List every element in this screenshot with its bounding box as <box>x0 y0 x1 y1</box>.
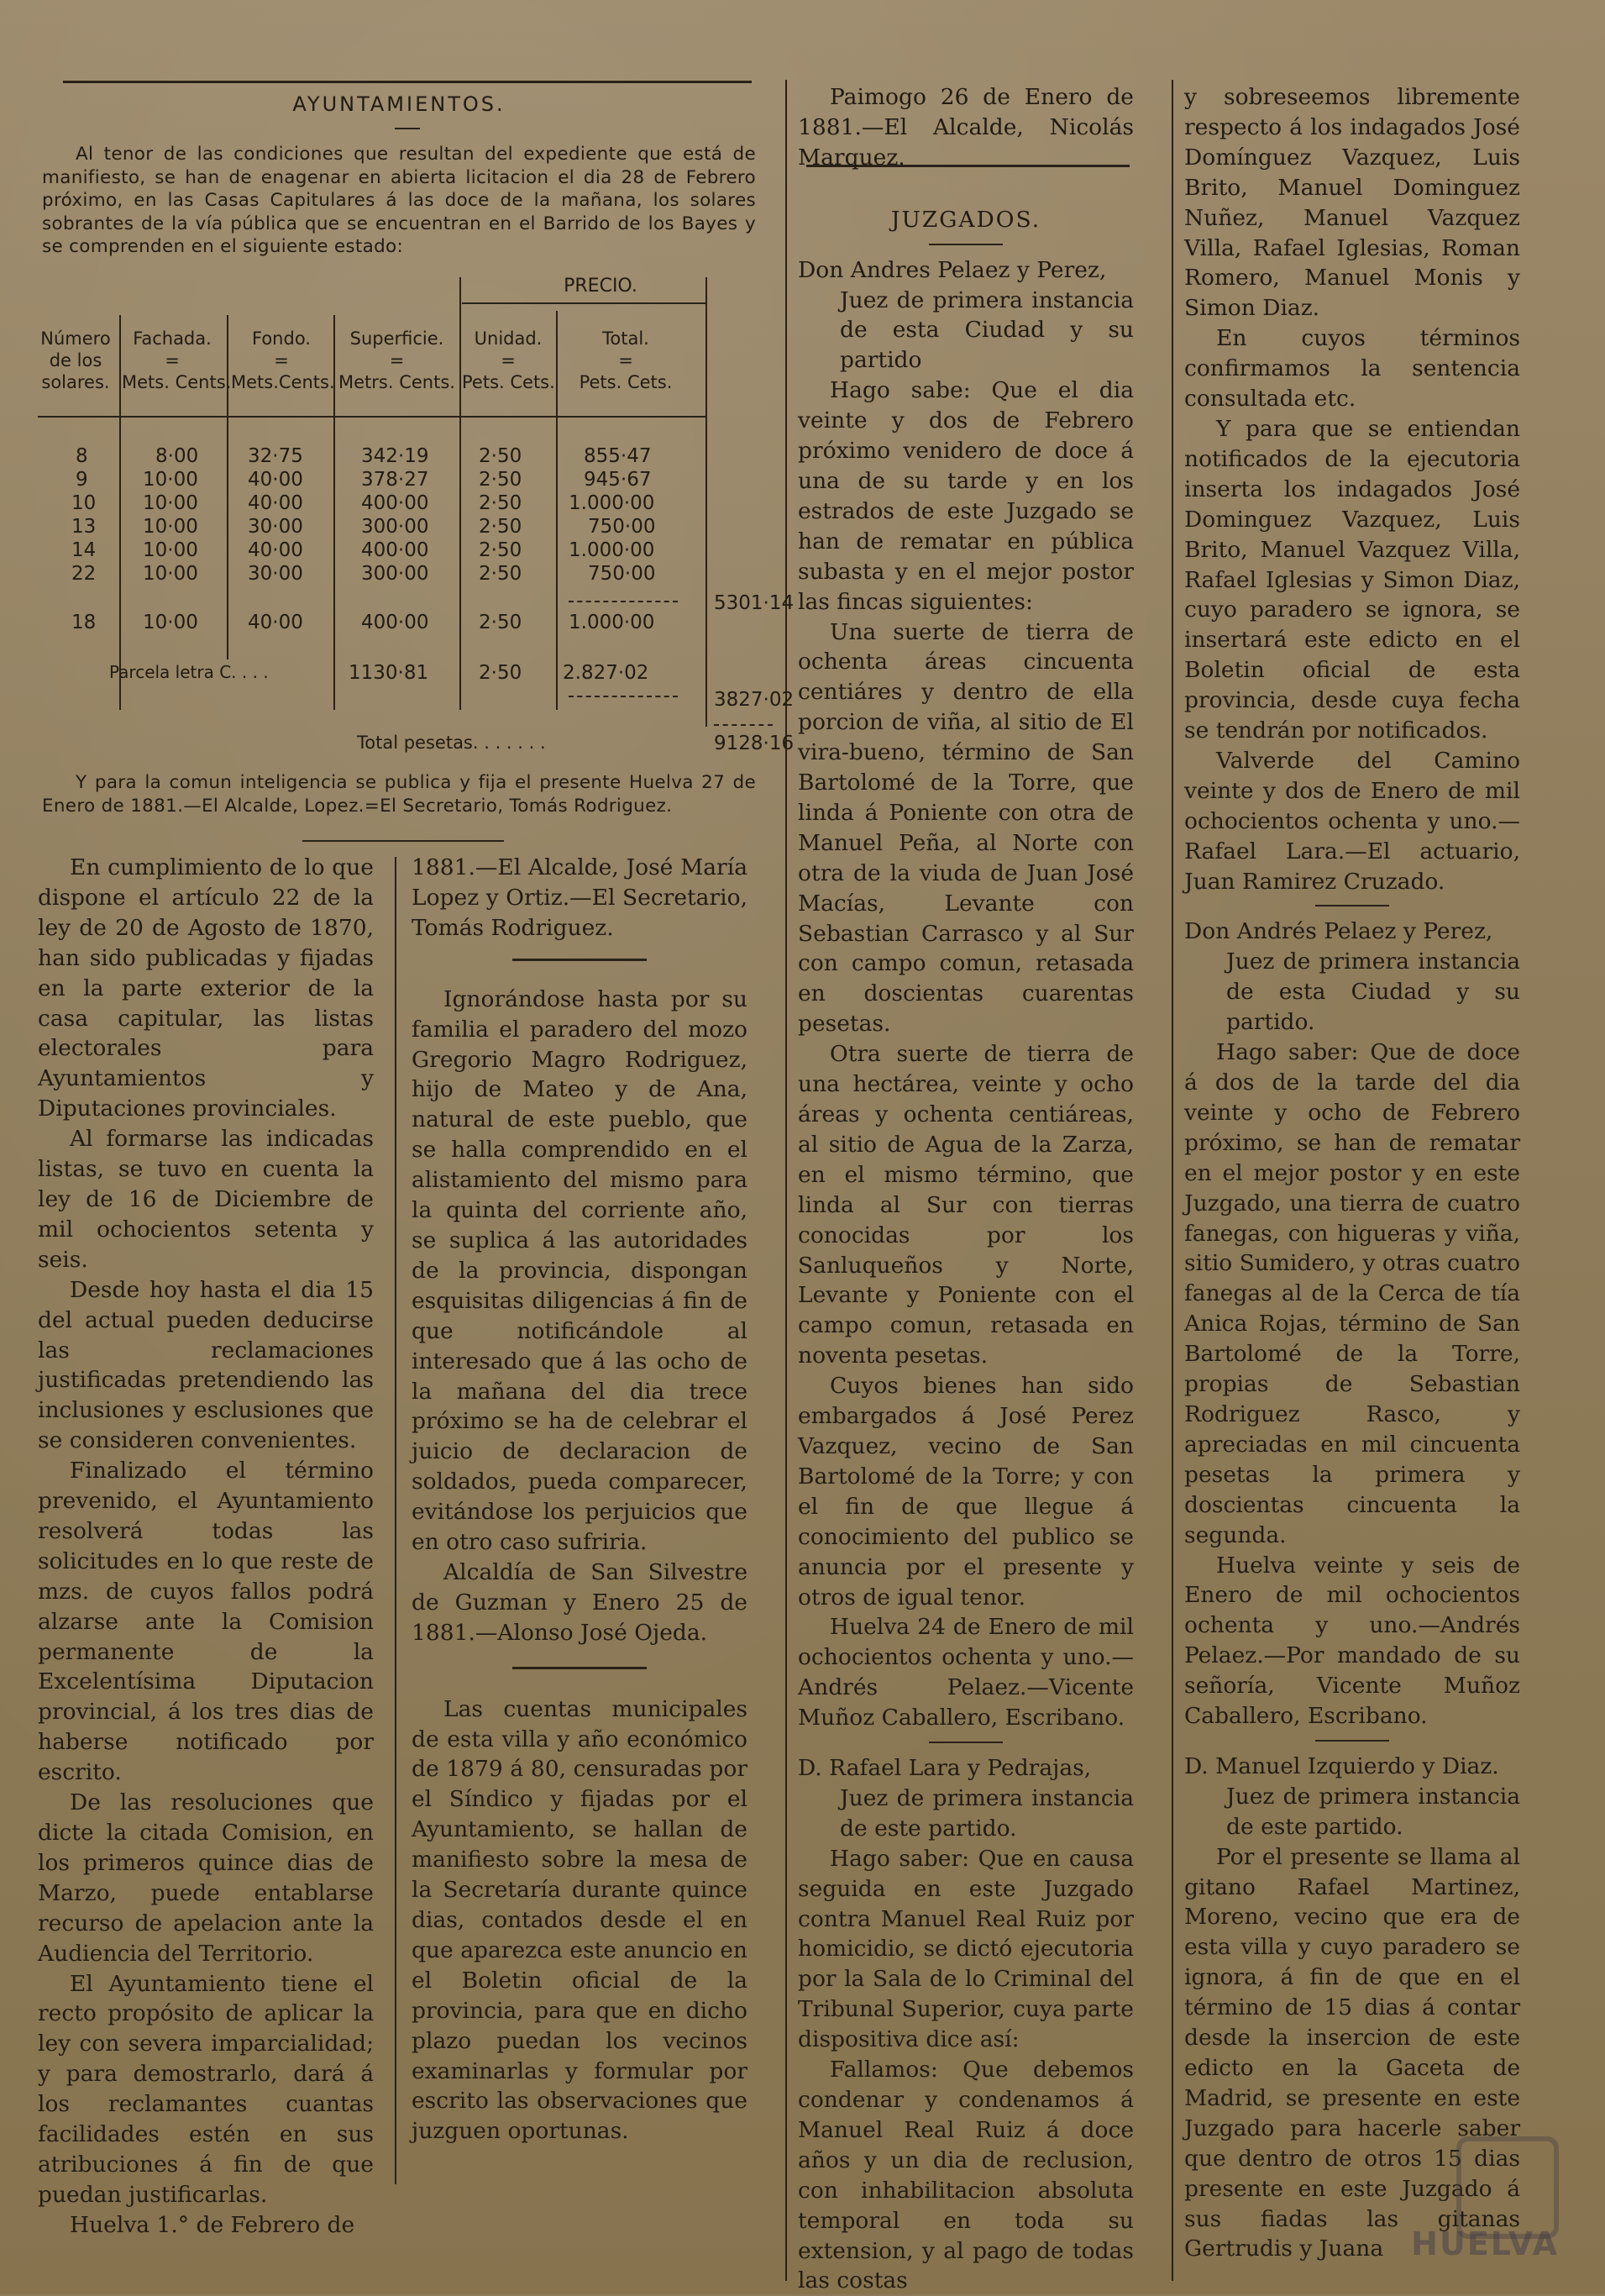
col-header-fondo: Fondo. = Mets.Cents. <box>231 328 335 392</box>
col3-judge1-title: Juez de primera instancia de esta Ciudad y su partido <box>840 286 1134 374</box>
table-vline-2 <box>227 315 228 659</box>
col2-alcaldia: Alcaldía de San Silvestre de Guzman y Enero 25 de 1881.—Alonso José Ojeda. <box>412 1558 747 1646</box>
col4-judge1-name: Don Andrés Pelaez y Perez, <box>1184 918 1493 945</box>
col1-paragraph: Al formarse las indicadas listas, se tuvo en cuenta la ley de 16 de Diciembre de mil ochocientos setenta y seis. <box>38 1126 374 1273</box>
col3-judge2-title: Juez de primera instancia de este partido. <box>840 1784 1134 1842</box>
col3-paragraph: Huelva 24 de Enero de mil ochocientos ochenta y uno.—Andrés Pelaez.—Vicente Muñoz Caballero, Escribano. <box>798 1614 1134 1731</box>
stamp-seal-icon <box>1456 2136 1559 2239</box>
col3-continuation: Paimogo 26 de Enero de 1881.—El Alcalde, Nicolás Marquez. <box>798 84 1134 171</box>
divider <box>929 244 1003 245</box>
subtotal-rule-1 <box>569 601 678 602</box>
col3-paragraph: Fallamos: Que debemos condenar y condenamos á Manuel Real Ruiz á doce años y un dia de reclusion, con inhabilitacion absoluta temporal en toda su extension, y al pago de todas las costas <box>798 2057 1134 2294</box>
column-divider-a <box>785 80 787 2281</box>
closing-text: Y para la comun inteligencia se publica y fija el presente Huelva 27 de Enero de 1881.—El Alcalde, Lopez.=El Secretario, Tomás Rodriguez. <box>42 772 756 817</box>
col4-judge1-title: Juez de primera instancia de esta Ciudad y su partido. <box>1226 948 1520 1036</box>
col4-paragraph: y sobreseemos libremente respecto á los indagados José Domínguez Vazquez, Luis Brito, Manuel Dominguez Nuñez, Manuel Vazquez Villa, Rafael Iglesias, Roman Romero, Manuel Monis y Simon Diaz. <box>1184 84 1520 322</box>
top-rule-left <box>63 81 752 83</box>
closing-rule <box>302 840 504 842</box>
divider <box>1315 905 1389 906</box>
table-vline-6 <box>705 277 707 727</box>
divider <box>1315 1740 1389 1742</box>
col2-cuentas: Las cuentas municipales de esta villa y año económico de 1879 á 80, censuradas por el Síndico y fijadas por el Ayuntamiento, se hallan de manifiesto sobre la mesa de la Secretaría durante quince dias, contados desde el en que aparezca este anuncio en el Boletin oficial de la provincia, para que en dicho plazo puedan los vecinos examinarlas y formular por escrito las observaciones que juzguen oportunas. <box>412 1695 747 2145</box>
col-header-total: Total. = Pets. Cets. <box>579 328 673 392</box>
divider <box>929 1742 1003 1743</box>
table-vline-4 <box>459 277 461 710</box>
precio-header: PRECIO. <box>564 276 637 297</box>
header-rule <box>38 416 705 418</box>
col3-judge1-name: Don Andres Pelaez y Perez, <box>798 256 1107 283</box>
col4-paragraph: Y para que se entiendan notificados de la ejecutoria inserta los indagados José Dominguez Vazquez, Luis Brito, Manuel Vazquez Villa, Rafael Iglesias y Simon Diaz, cuyo paradero se ignora, se insertará este edicto en el Boletin oficial de esta provincia, desde cuya fecha se tendrán por notificados. <box>1184 415 1520 744</box>
divider <box>512 959 647 961</box>
col4-paragraph: Huelva veinte y seis de Enero de mil ochocientos ochenta y uno.—Andrés Pelaez.—Por mandado de su señoría, Vicente Muñoz Caballero, Escribano. <box>1184 1552 1520 1730</box>
col1-paragraph: Desde hoy hasta el dia 15 del actual pueden deducirse las reclamaciones justificadas pretendiendo las inclusiones y esclusiones que se consideren convenientes. <box>38 1276 374 1454</box>
col3-paragraph: Hago saber: Que en causa seguida en este Juzgado contra Manuel Real Ruiz por homicidio, se dictó ejecutoria por la Sala de lo Criminal del Tribunal Superior, cuya parte dispositiva dice así: <box>798 1845 1134 2053</box>
table-vline-1 <box>119 315 121 710</box>
col1-paragraph: En cumplimiento de lo que dispone el artículo 22 de la ley de 20 de Agosto de 1870, han sido publicadas y fijadas en la parte exterior de la casa capitular, las listas electorales para Ayuntamientos y Diputaciones provinciales. <box>38 854 374 1122</box>
col-header-numero: Número de los solares. <box>40 328 111 392</box>
col2-continuation: 1881.—El Alcalde, José María Lopez y Ortiz.—El Secretario, Tomás Rodriguez. <box>412 854 747 941</box>
col4-paragraph: Hago saber: Que de doce á dos de la tarde del dia veinte y ocho de Febrero próximo, se han de rematar en el mejor postor y en este Juzgado, una tierra de cuatro fanegas, con higueras y viña, sitio Sumidero, y otras cuatro fanegas al de la Cerca de tía Anica Rojas, término de San Bartolomé de la Torre, propias de Sebastian Rodriguez Rasco, y apreciadas en mil cincuenta pesetas la primera y doscientas cincuenta la segunda. <box>1184 1039 1520 1548</box>
ayuntamientos-closing <box>42 771 756 817</box>
column-divider-c <box>395 857 396 2184</box>
col1-paragraph: Finalizado el término prevenido, el Ayuntamiento resolverá todas las solicitudes en lo que reste de mzs. de cuyos fallos podrá alzarse ante la Comision permanente de la Excelentísima Diputacion provincial, á los tres dias de haberse notificado por escrito. <box>38 1458 374 1786</box>
total-value: 9128·16 <box>714 733 795 754</box>
col4-paragraph: En cuyos términos confirmamos la sentencia consultada etc. <box>1184 325 1520 412</box>
col1-paragraph: El Ayuntamiento tiene el recto propósito de aplicar la ley con severa imparcialidad; y para demostrarlo, dará á los reclamantes cuantas facilidades estén en sus atribuciones á fin de que puedan justificarlas. <box>38 1970 374 2208</box>
column-3 <box>798 82 1134 2294</box>
col2-magro: Ignorándose hasta por su familia el paradero del mozo Gregorio Magro Rodriguez, hijo de Mateo y de Ana, natural de este pueblo, que se halla comprendido en el alistamiento del mismo para la quinta del corriente año, se suplica á las autoridades de la provincia, dispongan esquisitas diligencias á fin de que notificándole al interesado que á las ocho de la mañana del dia trece próximo se ha de celebrar el juicio de declaracion de soldados, pueda comparecer, evitándose los perjuicios que en otro caso sufriria. <box>412 985 747 1556</box>
col-header-fachada: Fachada. = Mets. Cents. <box>122 328 232 392</box>
col4-judge2-name: D. Manuel Izquierdo y Diaz. <box>1184 1752 1499 1779</box>
col-header-superficie: Superficie. = Metrs. Cents. <box>338 328 455 392</box>
col3-judge2-name: D. Rafael Lara y Pedrajas, <box>798 1755 1092 1782</box>
subtotal-2: 3827·02 <box>714 689 795 711</box>
precio-rule <box>462 302 705 304</box>
divider <box>512 1667 647 1669</box>
column-1 <box>38 853 374 2238</box>
juzgados-heading: JUZGADOS. <box>890 206 1041 233</box>
section-title: AYUNTAMIENTOS. <box>292 92 506 116</box>
col4-paragraph: Valverde del Camino veinte y dos de Enero de mil ochocientos ochenta y uno.—Rafael Lara.—El actuario, Juan Ramirez Cruzado. <box>1184 747 1520 895</box>
library-stamp <box>1391 2136 1559 2262</box>
col-header-unidad: Unidad. = Pets. Cets. <box>462 328 555 392</box>
column-4 <box>1184 82 1520 2262</box>
column-2 <box>412 853 747 2230</box>
col4-judge2-title: Juez de primera instancia de este partido. <box>1226 1783 1520 1840</box>
stamp-word: HUELVA <box>1411 2225 1559 2262</box>
total-label: Total pesetas. . . . . . . <box>357 733 546 753</box>
ayuntamientos-intro <box>42 143 756 259</box>
col3-paragraph: Hago sabe: Que el dia veinte y dos de Febrero próximo venidero de doce á una de su tarde y en los estrados de este Juzgado se han de rematar en pública subasta y en el mejor postor las fincas siguientes: <box>798 377 1134 615</box>
table-vline-5 <box>556 311 558 710</box>
col3-paragraph: Cuyos bienes han sido embargados á José Perez Vazquez, vecino de San Bartolomé de la Torre; y con el fin de que llegue á conocimiento del publico se anuncia por el presente y otros de igual tenor. <box>798 1373 1134 1610</box>
col1-paragraph: Huelva 1.° de Febrero de <box>70 2211 355 2238</box>
column-divider-b <box>1172 80 1173 2281</box>
subtotal-1: 5301·14 <box>714 592 795 614</box>
col1-paragraph: De las resoluciones que dicte la citada Comision, en los primeros quince dias de Marzo, puede entablarse recurso de apelacion ante la Audiencia del Territorio. <box>38 1789 374 1967</box>
title-underline <box>395 128 420 129</box>
intro-text: Al tenor de las condiciones que resultan del expediente que está de manifiesto, se han de enagenar en abierta licitacion el dia 28 de Febrero próximo, en las Casas Capitulares á las doce de la mañana, los solares sobrantes de la vía pública que se encuentran en el Barrido de los Bayes y se comprenden en el siguiente estado: <box>42 144 756 257</box>
table-vline-3 <box>333 315 335 710</box>
solares-table: PRECIO. Número de los solares. Fachada. = Mets. Cents. Fondo. = Mets.Cents. Superficie. = Metrs. Cents. Unidad. = Pets. Cets. Total. = Pets. Cets. 8 8·00 32·75 342·19 2·50 855·47 9 10·00 40·00 378·27 2·50 945·67 10 10·00 40·00 400·00 2·50 1.000·00 13 10·00 30·00 300·00 2·50 750·00 14 10·00 40·00 400·00 2·50 1.000·00 22 10·00 30·00 300·00 2·50 750·00 5301·14 18 10·00 40·00 400·00 2·50 1.000·00 Parcela letra C. . . . 1130·81 2·50 2.827·02 3827·02 Total pesetas. . . . . . . 9128·16 <box>38 260 768 764</box>
subtotal-rule-2 <box>569 696 678 697</box>
col4-paragraph: Por el presente se llama al gitano Rafael Martinez, Moreno, vecino que era de esta villa y cuyo paradero se ignora, á fin de que en el término de 15 dias á contar desde la insercion de este edicto en la Gaceta de Madrid, se presente en este Juzgado para hacerle saber que dentro de otros 15 dias presente en este Juzgado á sus fiadas las gitanas Gertrudis y Juana <box>1184 1843 1520 2262</box>
col3-paragraph: Una suerte de tierra de ochenta áreas cincuenta centiáres y dentro de ella porcion de viña, al sitio de El vira-bueno, término de San Bartolomé de la Torre, que linda á Poniente con otra de Manuel Peña, al Norte con otra de la viuda de Juan José Macías, Levante con Sebastian Carrasco y al Sur con campo comun, retasada en doscientas cuarentas pesetas. <box>798 618 1134 1038</box>
total-rule <box>714 724 773 726</box>
col3-paragraph: Otra suerte de tierra de una hectárea, veinte y ocho áreas y ochenta centiáreas, al sitio de Agua de la Zarza, en el mismo término, que linda al Sur con tierras conocidas por los Sanluqueños y Norte, Levante y Poniente con el campo comun, retasada en noventa pesetas. <box>798 1041 1134 1369</box>
